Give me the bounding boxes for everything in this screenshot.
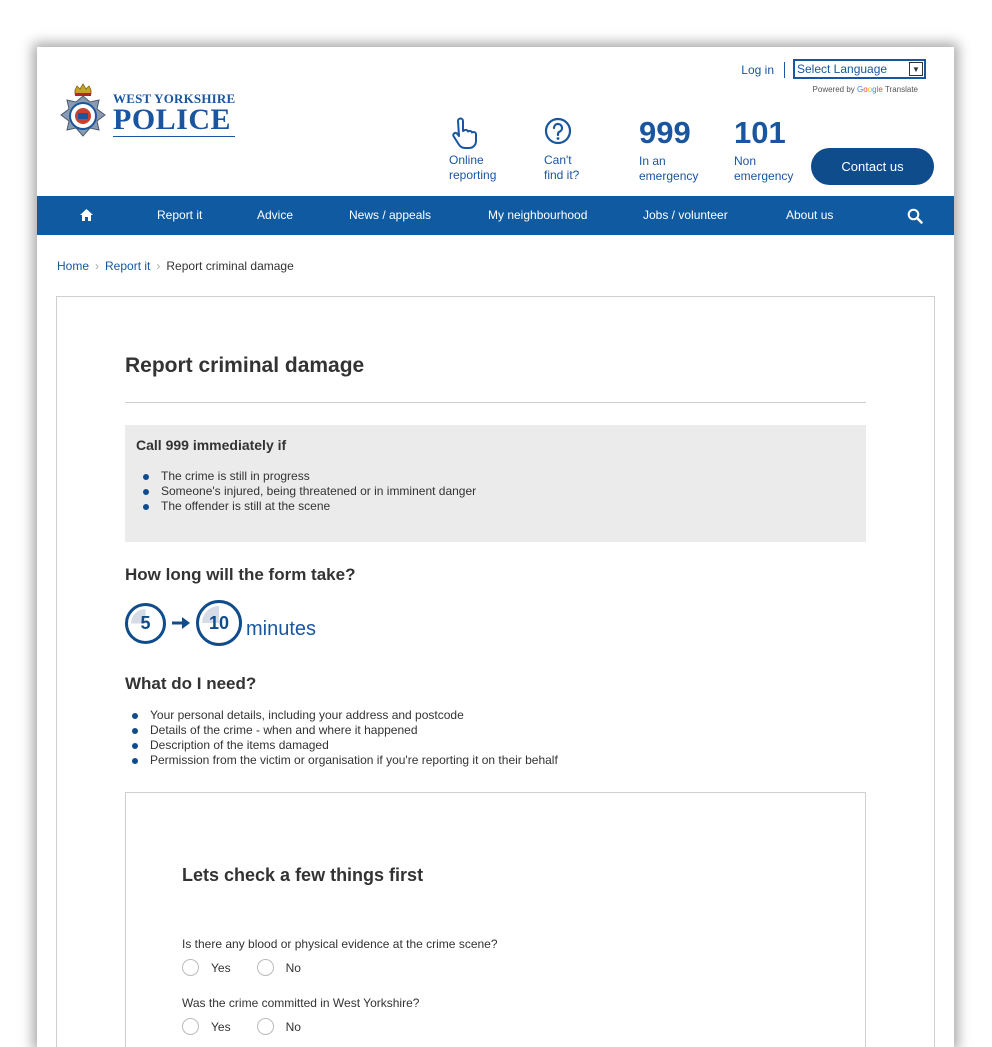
warning-heading: Call 999 immediately if <box>136 437 287 453</box>
quick-link-online-reporting[interactable] <box>449 117 496 183</box>
breadcrumb-current: Report criminal damage <box>166 259 294 273</box>
login-link[interactable]: Log in <box>741 62 785 78</box>
logo-line-2: POLICE <box>113 105 235 137</box>
nav-item-report-it[interactable]: Report it <box>157 208 203 222</box>
quick-link-101[interactable] <box>734 117 793 184</box>
breadcrumb-report-it[interactable]: Report it <box>105 259 151 273</box>
warning-item: Someone's injured, being threatened or in imminent danger <box>136 484 855 499</box>
contact-us-button[interactable]: Contact us <box>811 148 934 185</box>
eligibility-check-form <box>125 792 866 1047</box>
chevron-right-icon: › <box>156 259 161 273</box>
requirement-item: Description of the items damaged <box>125 738 866 753</box>
emergency-warning-box <box>125 425 866 542</box>
evidence-yes-label: Yes <box>211 960 231 975</box>
nav-item-advice[interactable]: Advice <box>257 208 294 222</box>
emergency-number: 999 <box>639 115 691 150</box>
pointer-hand-icon <box>449 117 479 149</box>
site-logo[interactable] <box>57 82 235 146</box>
non-emergency-line2: emergency <box>734 169 794 183</box>
requirements-list <box>125 708 866 768</box>
requirement-item: Details of the crime - when and where it happened <box>125 723 866 738</box>
evidence-no-radio[interactable] <box>257 959 274 976</box>
title-divider <box>125 402 866 403</box>
breadcrumb-home[interactable]: Home <box>57 259 90 273</box>
language-widget <box>793 59 926 94</box>
west-yorkshire-yes-radio[interactable] <box>182 1018 199 1035</box>
language-select[interactable] <box>793 59 926 79</box>
requirement-item: Permission from the victim or organisation if you're reporting it on their behalf <box>125 753 866 768</box>
west-yorkshire-options <box>182 1018 327 1035</box>
what-do-i-need-heading: What do I need? <box>125 674 257 693</box>
top-links <box>741 59 926 94</box>
time-unit: minutes <box>246 617 317 640</box>
west-yorkshire-no-radio[interactable] <box>257 1018 274 1035</box>
non-emergency-line1: Non <box>734 154 757 168</box>
powered-by-label: Powered by <box>812 85 855 94</box>
browser-page <box>37 47 954 1047</box>
form-time-indicator <box>125 600 866 646</box>
police-badge-icon <box>57 82 109 146</box>
nav-item-news-appeals[interactable]: News / appeals <box>349 208 432 222</box>
online-reporting-line1: Online <box>449 153 484 167</box>
quick-link-cant-find-it[interactable] <box>544 117 579 183</box>
language-select-value: Select Language <box>797 62 888 76</box>
site-header <box>37 47 954 196</box>
emergency-line2: emergency <box>639 169 699 183</box>
page-title: Report criminal damage <box>125 354 365 377</box>
west-yorkshire-yes-label: Yes <box>211 1019 231 1034</box>
time-min: 5 <box>140 612 151 633</box>
emergency-line1: In an <box>639 154 666 168</box>
home-icon[interactable] <box>79 208 94 222</box>
online-reporting-line2: reporting <box>449 168 497 182</box>
cant-find-line2: find it? <box>544 168 580 182</box>
dropdown-arrow-icon: ▼ <box>909 62 923 76</box>
logo-line-1: WEST YORKSHIRE <box>113 90 236 106</box>
west-yorkshire-yes-option[interactable] <box>182 1018 231 1035</box>
google-logo-icon: Google <box>857 85 883 94</box>
breadcrumb <box>57 259 294 273</box>
evidence-options <box>182 959 327 976</box>
question-circle-icon <box>544 117 572 145</box>
evidence-yes-radio[interactable] <box>182 959 199 976</box>
timer-min-icon <box>125 603 166 644</box>
nav-item-jobs-volunteer[interactable]: Jobs / volunteer <box>643 208 728 222</box>
chevron-right-icon: › <box>95 259 100 273</box>
requirement-item: Your personal details, including your address and postcode <box>125 708 866 723</box>
arrow-right-icon <box>166 616 196 630</box>
powered-by-google <box>813 85 918 94</box>
evidence-yes-option[interactable] <box>182 959 231 976</box>
cant-find-line1: Can't <box>544 153 572 167</box>
quick-link-999[interactable] <box>639 117 698 184</box>
form-time-heading: How long will the form take? <box>125 565 356 584</box>
evidence-no-option[interactable] <box>257 959 301 976</box>
nav-item-about-us[interactable]: About us <box>786 208 834 222</box>
time-max: 10 <box>208 612 230 633</box>
logo-wordmark <box>113 92 235 137</box>
timer-max-icon <box>196 600 242 646</box>
west-yorkshire-no-option[interactable] <box>257 1018 301 1035</box>
question-west-yorkshire: Was the crime committed in West Yorkshire? <box>182 996 420 1010</box>
check-title: Lets check a few things first <box>182 865 424 885</box>
search-icon[interactable] <box>907 208 923 224</box>
warning-item: The offender is still at the scene <box>136 499 855 514</box>
question-evidence: Is there any blood or physical evidence at the crime scene? <box>182 937 498 951</box>
warning-item: The crime is still in progress <box>136 469 855 484</box>
main-nav <box>37 196 954 235</box>
west-yorkshire-no-label: No <box>285 1019 301 1034</box>
warning-list <box>136 469 855 514</box>
non-emergency-number: 101 <box>734 115 786 150</box>
main-content-box <box>56 296 935 1047</box>
nav-item-my-neighbourhood[interactable]: My neighbourhood <box>488 208 588 222</box>
evidence-no-label: No <box>285 960 301 975</box>
translate-label: Translate <box>884 85 918 94</box>
